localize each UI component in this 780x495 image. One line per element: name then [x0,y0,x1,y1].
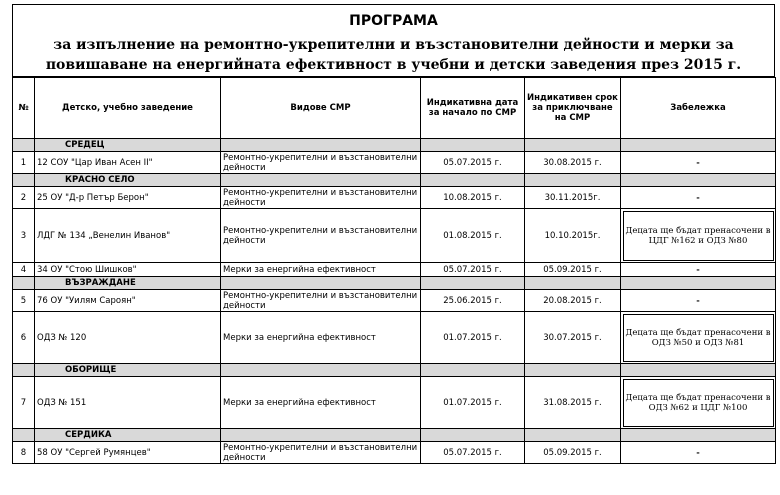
table-row [13,187,776,209]
row-no: 3 [13,209,35,263]
header-institution: Детско, учебно заведение [35,78,221,139]
row-type: Ремонтно-укрепителни и възстановителни дейности [221,209,421,263]
row-note: - [621,290,776,312]
table-row [13,312,776,364]
district-row [13,364,776,377]
district-row [13,429,776,442]
row-institution: 34 ОУ "Стою Шишков" [35,263,221,277]
row-start: 10.08.2015 г. [421,187,525,209]
row-end: 05.09.2015 г. [525,442,621,464]
row-note: - [621,152,776,174]
row-end: 30.07.2015 г. [525,312,621,364]
row-no: 5 [13,290,35,312]
row-no: 1 [13,152,35,174]
row-institution: 12 СОУ "Цар Иван Асен II" [35,152,221,174]
row-note: Децата ще бъдат пренасочени в ОДЗ №50 и ОДЗ №81 [621,312,776,364]
district-name: КРАСНО СЕЛО [35,174,221,187]
row-type: Ремонтно-укрепителни и възстановителни дейности [221,152,421,174]
program-table [12,77,776,464]
row-note: - [621,263,776,277]
row-type: Мерки за енергийна ефективност [221,263,421,277]
district-name: СЕРДИКА [35,429,221,442]
row-type: Ремонтно-укрепителни и възстановителни дейности [221,187,421,209]
row-type: Ремонтно-укрепителни и възстановителни дейности [221,290,421,312]
row-institution: 25 ОУ "Д-р Петър Берон" [35,187,221,209]
row-end: 20.08.2015 г. [525,290,621,312]
document-subtitle: за изпълнение на ремонтно-укрепителни и възстановителни дейности и мерки за повишаване на енергийната ефективност в учебни и детски заведения през 2015 г. [45,37,742,73]
row-no: 2 [13,187,35,209]
row-institution: 76 ОУ "Уилям Сароян" [35,290,221,312]
table-row [13,377,776,429]
row-start: 05.07.2015 г. [421,442,525,464]
district-name: СРЕДЕЦ [35,139,221,152]
header-start: Индикативна дата за начало по СМР [421,78,525,139]
row-institution: ОДЗ № 120 [35,312,221,364]
document-title: ПРОГРАМА [349,13,438,29]
row-no: 4 [13,263,35,277]
table-row [13,152,776,174]
row-note: Децата ще бъдат пренасочени в ОДЗ №62 и ЦДГ №100 [621,377,776,429]
row-end: 31.08.2015 г. [525,377,621,429]
row-start: 05.07.2015 г. [421,263,525,277]
table-row [13,263,776,277]
row-type: Ремонтно-укрепителни и възстановителни дейности [221,442,421,464]
row-no: 6 [13,312,35,364]
header-note: Забележка [621,78,776,139]
row-start: 01.08.2015 г. [421,209,525,263]
row-end: 30.08.2015 г. [525,152,621,174]
header-end: Индикативен срок за приключване на СМР [525,78,621,139]
row-start: 05.07.2015 г. [421,152,525,174]
district-row [13,139,776,152]
row-end: 30.11.2015г. [525,187,621,209]
header-no: № [13,78,35,139]
row-no: 7 [13,377,35,429]
header-type: Видове СМР [221,78,421,139]
row-start: 01.07.2015 г. [421,377,525,429]
district-name: ВЪЗРАЖДАНЕ [35,277,221,290]
row-start: 25.06.2015 г. [421,290,525,312]
row-institution: ОДЗ № 151 [35,377,221,429]
header-row [13,78,776,139]
table-row [13,209,776,263]
row-start: 01.07.2015 г. [421,312,525,364]
row-type: Мерки за енергийна ефективност [221,312,421,364]
row-end: 10.10.2015г. [525,209,621,263]
row-note: - [621,442,776,464]
district-row [13,174,776,187]
district-name: ОБОРИЩЕ [35,364,221,377]
title-box [12,4,775,77]
district-row [13,277,776,290]
row-type: Мерки за енергийна ефективност [221,377,421,429]
row-note: Децата ще бъдат пренасочени в ЦДГ №162 и ОДЗ №80 [621,209,776,263]
table-row [13,290,776,312]
row-end: 05.09.2015 г. [525,263,621,277]
row-institution: 58 ОУ "Сергей Румянцев" [35,442,221,464]
row-institution: ЛДГ № 134 „Венелин Иванов" [35,209,221,263]
row-note: - [621,187,776,209]
table-row [13,442,776,464]
row-no: 8 [13,442,35,464]
